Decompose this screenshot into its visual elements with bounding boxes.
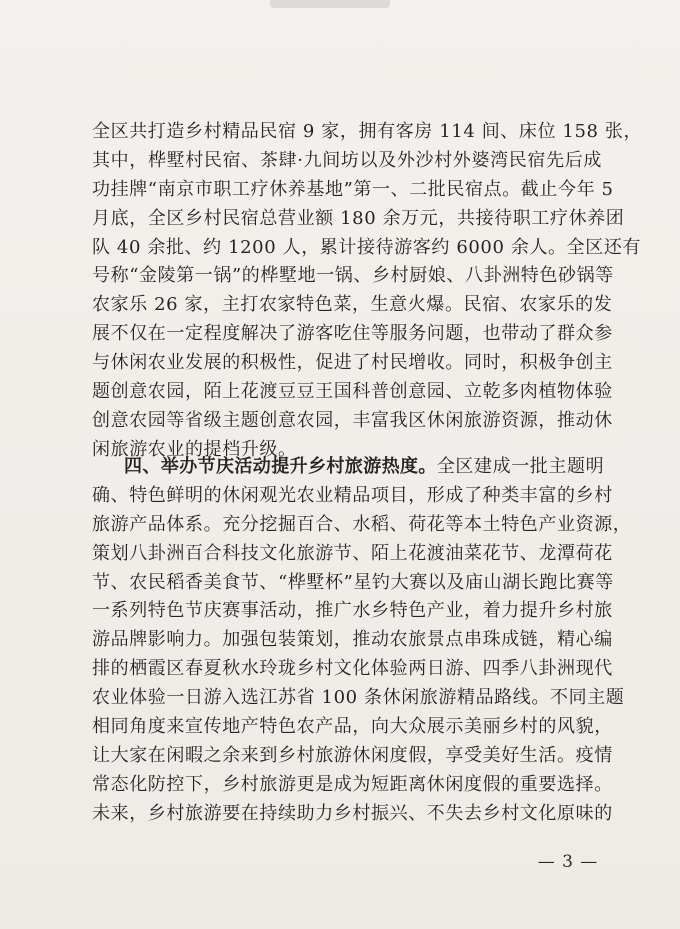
text-line: 展不仅在一定程度解决了游客吃住等服务问题，也带动了群众参 xyxy=(92,323,613,345)
text-line: 节、农民稻香美食节、“桦墅杯”星钓大赛以及庙山湖长跑比赛等 xyxy=(92,571,614,593)
text-line: 常态化防控下，乡村旅游更是成为短距离休闲度假的重要选择。 xyxy=(92,773,613,795)
text-line: 未来，乡村旅游要在持续助力乡村振兴、不失去乡村文化原味的 xyxy=(92,802,613,824)
text-line: 创意农园等省级主题创意农园，丰富我区休闲旅游资源，推动休 xyxy=(92,409,613,431)
text-line: 队 40 余批、约 1200 人，累计接待游客约 6000 余人。全区还有 xyxy=(92,236,642,258)
text-line: 相同角度来宣传地产特色农产品，向大众展示美丽乡村的风貌， xyxy=(92,716,613,738)
page-number: — 3 — xyxy=(537,852,599,872)
text-line: 游品牌影响力。加强包装策划，推动农旅景点串珠成链，精心编 xyxy=(92,629,613,651)
text-line: 闲旅游农业的提档升级。 xyxy=(92,438,297,460)
text-line: 一系列特色节庆赛事活动，推广水乡特色产业，着力提升乡村旅 xyxy=(92,600,613,622)
text-line: 农家乐 26 家，主打农家特色菜，生意火爆。民宿、农家乐的发 xyxy=(92,294,613,316)
paragraph-rural-homestays xyxy=(92,118,643,465)
text-line: 让大家在闲暇之余来到乡村旅游休闲度假，享受美好生活。疫情 xyxy=(92,744,613,766)
section-heading: 四、举办节庆活动提升乡村旅游热度。 xyxy=(124,456,437,477)
text-line: 月底，全区乡村民宿总营业额 180 余万元，共接待职工疗休养团 xyxy=(92,207,625,229)
heading-line-rest: 全区建成一批主题明 xyxy=(436,456,605,477)
text-line: 功挂牌“南京市职工疗休养基地”第一、二批民宿点。截止今年 5 xyxy=(92,178,614,200)
text-line: 旅游产品体系。充分挖掘百合、水稻、荷花等本土特色产业资源， xyxy=(92,513,632,535)
section-heading-line xyxy=(92,453,605,482)
text-line: 与休闲农业发展的积极性，促进了村民增收。同时，积极争创主 xyxy=(92,352,613,374)
text-line: 题创意农园，陌上花渡豆豆王国科普创意园、立乾多肉植物体验 xyxy=(92,381,613,403)
paragraph-festival-activities xyxy=(92,453,632,829)
text-line: 策划八卦洲百合科技文化旅游节、陌上花渡油菜花节、龙潭荷花 xyxy=(92,542,613,564)
text-line: 确、特色鲜明的休闲观光农业精品项目，形成了种类丰富的乡村 xyxy=(92,484,613,506)
text-line: 农业体验一日游入选江苏省 100 条休闲旅游精品路线。不同主题 xyxy=(92,687,625,709)
text-line: 号称“金陵第一锅”的桦墅地一锅、乡村厨娘、八卦洲特色砂锅等 xyxy=(92,265,614,287)
text-line: 排的栖霞区春夏秋水玲珑乡村文化体验两日游、四季八卦洲现代 xyxy=(92,658,613,680)
scan-artifact xyxy=(270,0,390,8)
text-line: 其中，桦墅村民宿、茶肆·九间坊以及外沙村外婆湾民宿先后成 xyxy=(92,149,602,171)
text-line: 全区共打造乡村精品民宿 9 家，拥有客房 114 间、床位 158 张， xyxy=(92,121,643,142)
